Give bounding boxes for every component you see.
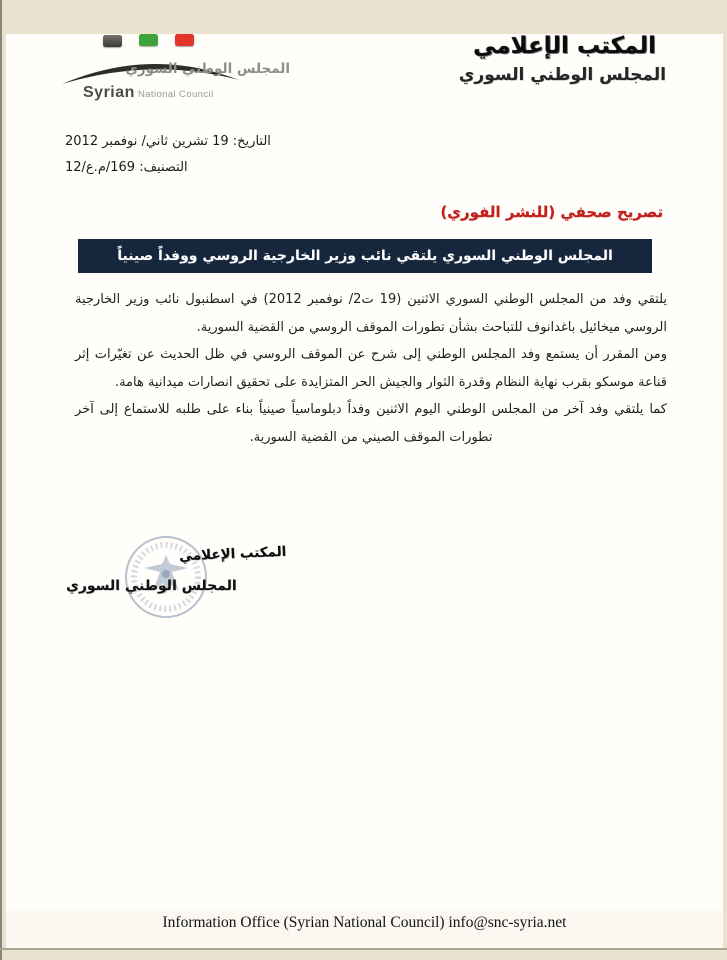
scan-edge-left <box>0 0 2 960</box>
paragraph-1: يلتقي وفد من المجلس الوطني السوري الاثنين (19 ت2/ نوفمبر 2012) في اسطنبول نائب وزير الخارجية الروسي ميخائيل باغدانوف للتباحث بشأن تطورات الموقف الروسي من القضية السورية. <box>75 292 667 335</box>
paragraph-2: ومن المقرر أن يستمع وفد المجلس الوطني إلى شرح عن الموقف الروسي في ظل الحديث عن تغيّرات إثر قناعة موسكو بقرب نهاية النظام وقدرة الثوار والجيش الحر المتزايدة على تحقيق انصارات ميدانية هامة. <box>75 347 667 390</box>
signature-office-line: المكتب الإعلامي <box>178 543 287 565</box>
document-meta <box>65 129 271 181</box>
date-line: التاريخ: 19 تشرين ثاني/ نوفمبر 2012 <box>65 134 271 149</box>
scan-edge-bottom <box>0 948 727 950</box>
logo-english-name <box>83 84 214 102</box>
footer-contact: Information Office (Syrian National Council) info@snc-syria.net <box>162 914 567 931</box>
office-mark-title: المكتب الإعلامي <box>473 33 656 59</box>
signature-block <box>60 540 286 610</box>
body-text <box>75 286 667 451</box>
snc-logo <box>60 28 300 108</box>
logo-english-rest: National Council <box>134 89 214 100</box>
headline-banner: المجلس الوطني السوري يلتقي نائب وزير الخارجية الروسي ووفداً صينياً <box>78 239 652 273</box>
signature-council-line: المجلس الوطني السوري <box>66 578 237 594</box>
classification-line: التصنيف: 169/م.ع/12 <box>65 160 188 175</box>
office-mark <box>459 33 666 85</box>
office-mark-subtitle: المجلس الوطني السوري <box>458 65 666 85</box>
paragraph-3: كما يلتقي وفد آخر من المجلس الوطني اليوم الاثنين وفداً دبلوماسياً صينياً بناء على طلبه للاستماع إلى آخر تطورات الموقف الصيني من القضية السورية. <box>75 402 667 445</box>
logo-english-bold: Syrian <box>83 84 135 101</box>
press-release-kicker: تصريح صحفي (للنشر الفوري) <box>440 203 663 221</box>
logo-arabic-name: المجلس الوطني السوري <box>125 61 290 77</box>
